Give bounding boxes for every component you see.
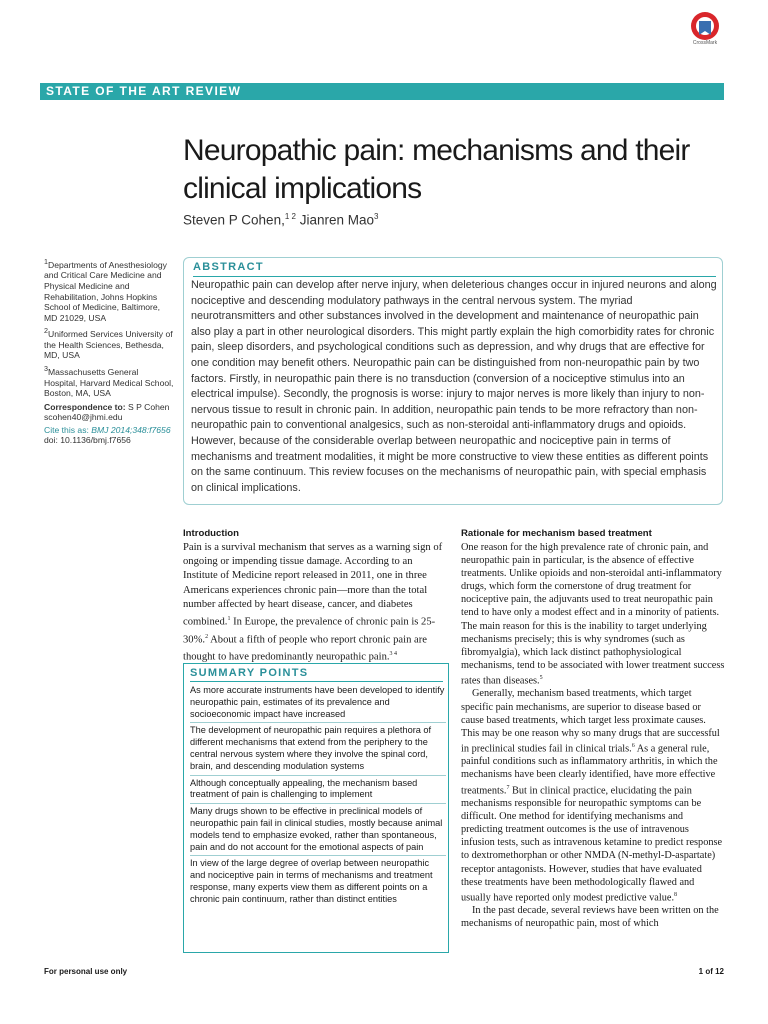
author-name: Steven P Cohen, (183, 212, 285, 228)
affiliation-ref: 3 (44, 365, 48, 374)
intro-sentence: In Europe, the prevalence of chronic pain is 25-30%. (183, 616, 436, 646)
paragraph-text: But in clinical practice, elucidating the pain mechanisms responsible for neuropathic symptoms can be difficult. One method for identifying mechanisms and predicting treatment outcomes is the use of intravenous infusion tests, such as intravenous ketamine to predict response to dextromethorphan or other NMDA (N-methyl-D-aspartate) receptor antagonists. However, studies that have evaluated these treatments have been methodologically flawed and usually have reported only modest predictive value. (461, 784, 723, 904)
paragraph-text: Generally, mechanism based treatments, which target specific pain mechanisms, are superior to disease based or cause based treatments, which target less proximate causes. This may be one reason why so many drugs that are successful in preclinical studies fail in clinical trials. (461, 688, 720, 755)
doi[interactable]: doi: 10.1136/bmj.f7656 (44, 435, 131, 446)
footer-usage-note: For personal use only (44, 967, 128, 976)
paragraph (461, 541, 725, 687)
affiliations (44, 257, 174, 446)
rationale-heading: Rationale for mechanism based treatment (461, 528, 652, 539)
correspondence-name: S P Cohen (125, 401, 170, 412)
paragraph (461, 904, 725, 930)
summary-point: Many drugs shown to be effective in preclinical models of neuropathic pain fail in clinical studies, mostly because animal models tend to emphasize evoked, rather than spontaneous, pain and do not account for the emotional aspects of pain (190, 806, 446, 856)
section-banner: STATE OF THE ART REVIEW (40, 83, 724, 100)
crossmark-logo[interactable] (683, 8, 727, 60)
author-affil-ref: 1 2 (284, 212, 296, 221)
reference-marker[interactable]: 6 (631, 742, 635, 749)
cite-journal[interactable]: BMJ 2014;348:f7656 (88, 424, 171, 435)
reference-marker[interactable]: 5 (539, 674, 543, 681)
correspondence-label: Correspondence to: (44, 401, 126, 412)
summary-point: Although conceptually appealing, the mechanism based treatment of pain is challenging to implement (190, 778, 446, 805)
affiliation (44, 326, 174, 361)
abstract-divider (193, 276, 716, 277)
author-affil-ref: 3 (374, 212, 379, 221)
affiliation-text: Massachusetts General Hospital, Harvard Medical School, Boston, MA, USA (44, 366, 174, 399)
intro-sentence: Pain is a survival mechanism that serves as a warning sign of ongoing or impending tissue damage. According to an Institute of Medicine report released in 2011, one in three Americans experiences chronic pain—more than the total number affected by heart disease, cancer, and diabetes combined. (183, 542, 443, 628)
correspondence-email[interactable]: scohen40@jhmi.edu (44, 412, 123, 423)
reference-marker[interactable]: 2 (205, 633, 209, 640)
introduction-text (183, 541, 447, 665)
summary-point: The development of neuropathic pain requires a plethora of different mechanisms that extend from the periphery to the central nervous system where they involve the spinal cord, brain, and descending modulation systems (190, 725, 446, 775)
summary-heading: SUMMARY POINTS (190, 667, 309, 679)
affiliation-ref: 1 (44, 258, 48, 266)
summary-divider (190, 681, 443, 682)
paragraph-text: In the past decade, several reviews have been written on the mechanisms of neuropathic pain, most of which (461, 905, 719, 930)
abstract-heading: ABSTRACT (193, 261, 264, 273)
author-list (183, 212, 378, 228)
affiliation-text: Departments of Anesthesiology and Critical Care Medicine and Physical Medicine and Rehabilitation, Johns Hopkins School of Medicine, Baltimore, MD 21029, USA (44, 259, 167, 323)
paragraph-text: One reason for the high prevalence rate of chronic pain, and neuropathic pain in particular, is the absence of effective treatments. Unlike opioids and non-steroidal anti-inflammatory drugs, which form the cornerstone of drug treatment for nociceptive pain, the adjuvants used to treat neuropathic pain tend to have only a modest effect and in a minority of patients. The main reason for this is the inability to target underlying mechanisms precisely; this is why syndromes (such as fibromyalgia), which lack distinct pathophysiological mechanisms, tend to be associated with lower treatment success rates than diseases. (461, 542, 725, 687)
intro-sentence: About a fifth of people who report chronic pain are thought to have predominantly neuropathic pain. (183, 634, 427, 664)
affiliation-ref: 2 (44, 327, 48, 336)
article-title: Neuropathic pain: mechanisms and their clinical implications (183, 134, 690, 205)
reference-marker[interactable]: 3 4 (389, 651, 398, 658)
rationale-text (461, 541, 725, 930)
reference-marker[interactable]: 7 (506, 784, 510, 791)
introduction-heading: Introduction (183, 528, 239, 539)
summary-point: In view of the large degree of overlap between neuropathic and nociceptive pain in terms of mechanisms and treatment response, many experts view them as different points on a chronic pain continuum, rather than distinct entities (190, 858, 433, 904)
affiliation (44, 364, 174, 399)
summary-point: As more accurate instruments have been developed to identify neuropathic pain, estimates of its prevalence and socioeconomic impact have increased (190, 685, 446, 723)
author-name: Jianren Mao (295, 212, 374, 228)
reference-marker[interactable]: 8 (674, 891, 678, 898)
paragraph-text: As a general rule, painful conditions such as inflammatory arthritis, in which the mechanisms have been clearly identified, have more effective treatments. (461, 743, 718, 796)
summary-points-list (190, 685, 446, 910)
abstract-text: Neuropathic pain can develop after nerve injury, when deleterious changes occur in injured neurons and along nociceptive and descending modulatory pathways in the central nervous system. The myriad neurotransmitters and other substances involved in the development and maintenance of neuropathic pain also play a part in other neurological disorders. This might partly explain the high comorbidity rates for chronic pain, sleep disorders, and psychological conditions such as depression, and why drugs that are effective for one condition may benefit others. Neuropathic pain can be distinguished from non-neuropathic pain by two factors. Firstly, in neuropathic pain there is no transduction (conversion of a nociceptive stimulus into an electrical impulse). Secondly, the prognosis is worse: injury to major nerves is more likely than injury to non-nervous tissue to result in chronic pain. In addition, neuropathic pain tends to be more refractory than non-neuropathic pain to conventional analgesics, such as non-steroidal anti-inflammatory drugs and opioids. However, because of the considerable overlap between neuropathic and nociceptive pain in terms of mechanisms and treatment modalities, it might be more constructive to view these entities as different points on the same continuum. This review focuses on the mechanisms of neuropathic pain, with special emphasis on clinical implications. (191, 279, 717, 494)
reference-marker[interactable]: 1 (227, 616, 231, 623)
crossmark-label: CrossMark (692, 40, 718, 46)
correspondence (44, 402, 174, 423)
citation (44, 425, 174, 446)
affiliation-text: Uniformed Services University of the Health Sciences, Bethesda, MD, USA (44, 329, 173, 361)
paragraph (461, 687, 725, 904)
affiliation (44, 257, 174, 323)
cite-label: Cite this as: (44, 424, 89, 435)
page-number: 1 of 12 (698, 967, 724, 976)
